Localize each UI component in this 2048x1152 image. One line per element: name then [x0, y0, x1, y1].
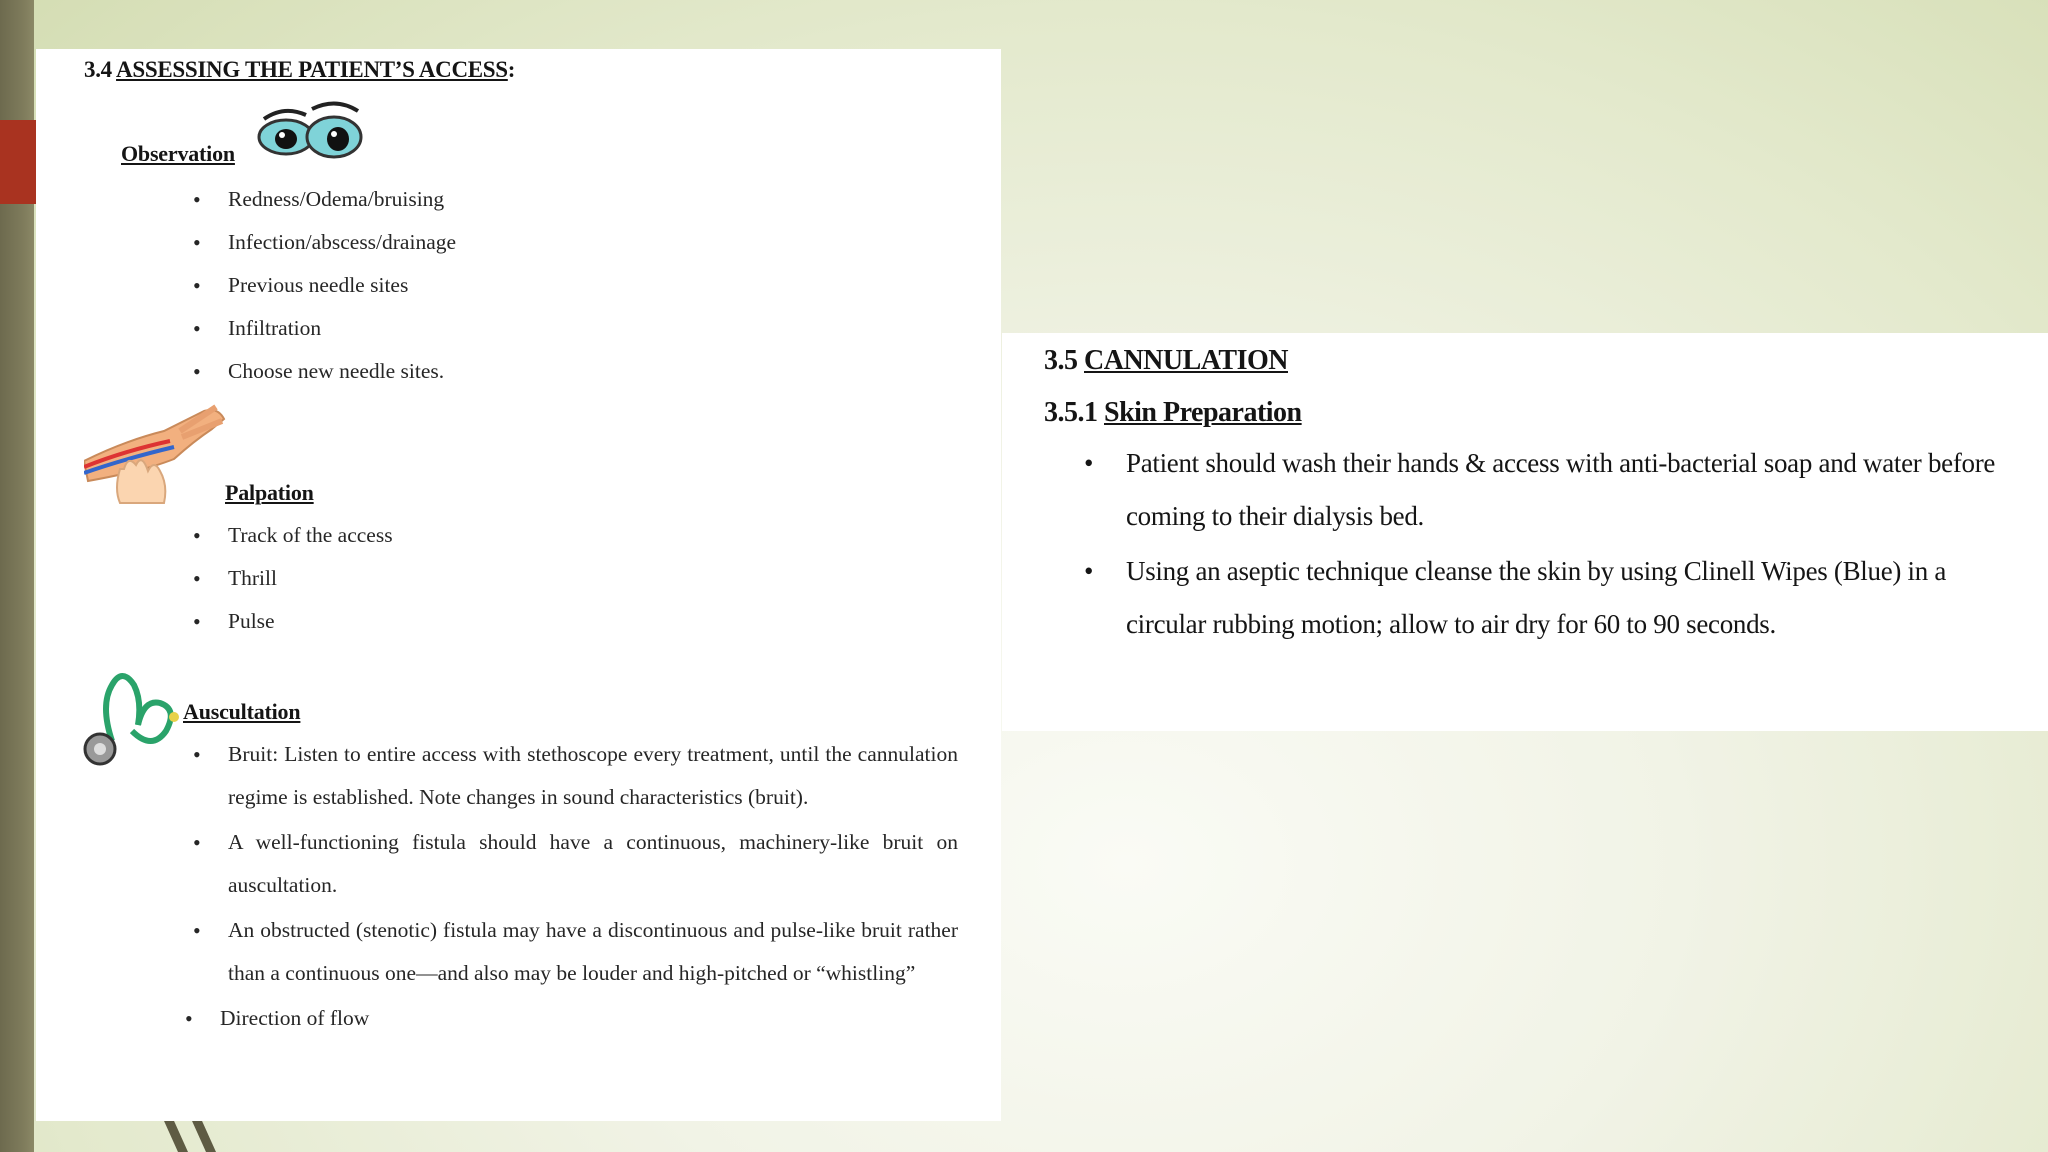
- bullet-icon: •: [1084, 556, 1094, 586]
- bullet-icon: •: [193, 316, 201, 341]
- list-item: • Using an aseptic technique cleanse the skin by using Clinell Wipes (Blue) in a circular rubbing motion; allow to air dry for 60 to 90 seconds.: [1126, 545, 2006, 651]
- bullet-icon: •: [193, 273, 201, 298]
- cannulation-panel: [1002, 333, 2048, 731]
- hand-arm-icon: [84, 401, 226, 505]
- bullet-icon: •: [193, 566, 201, 591]
- section-34-heading: [84, 57, 515, 83]
- bullet-icon: •: [1084, 448, 1094, 478]
- palpation-list: [193, 514, 393, 643]
- list-item: • Patient should wash their hands & access with anti-bacterial soap and water before coming to their dialysis bed.: [1126, 437, 2006, 543]
- list-item: • An obstructed (stenotic) fistula may have a discontinuous and pulse-like bruit rather than a continuous one—and also may be louder and high-pitched or “whistling”: [228, 909, 958, 995]
- list-item: • Previous needle sites: [228, 264, 456, 307]
- bullet-icon: •: [185, 1006, 193, 1031]
- section-34-number: 3.4: [84, 57, 112, 82]
- bullet-icon: •: [193, 187, 201, 212]
- list-item: • Choose new needle sites.: [228, 350, 456, 393]
- observation-heading: Observation: [121, 141, 235, 166]
- bullet-icon: •: [193, 609, 201, 634]
- section-34-colon: :: [507, 57, 516, 82]
- section-34-title: ASSESSING THE PATIENT’S ACCESS: [116, 57, 508, 82]
- list-item: • Thrill: [228, 557, 393, 600]
- list-item: • A well-functioning fistula should have a continuous, machinery-like bruit on auscultation.: [228, 821, 958, 907]
- skin-preparation-list: [1084, 437, 2006, 653]
- bullet-icon: •: [193, 523, 201, 548]
- section-35-title: CANNULATION: [1084, 345, 1288, 376]
- section-351-heading: [1044, 397, 1302, 429]
- assessment-panel: [36, 49, 1001, 1121]
- stethoscope-icon: [82, 645, 186, 773]
- list-item: • Infiltration: [228, 307, 456, 350]
- list-item: • Infection/abscess/drainage: [228, 221, 456, 264]
- observation-list: [193, 178, 457, 393]
- list-item: • Direction of flow: [220, 997, 958, 1040]
- palpation-heading: Palpation: [225, 480, 314, 505]
- list-item: • Bruit: Listen to entire access with stethoscope every treatment, until the cannulation regime is established. Note changes in sound characteristics (bruit).: [228, 733, 958, 819]
- bullet-icon: •: [193, 359, 201, 384]
- section-35-number: 3.5: [1044, 345, 1078, 376]
- section-351-title: Skin Preparation: [1104, 397, 1302, 428]
- list-item: • Redness/Odema/bruising: [228, 178, 456, 221]
- bullet-icon: •: [193, 830, 201, 855]
- auscultation-list: [185, 733, 958, 1040]
- bullet-icon: •: [193, 230, 201, 255]
- eyes-icon: [254, 99, 366, 165]
- auscultation-heading: Auscultation: [183, 699, 301, 724]
- section-351-number: 3.5.1: [1044, 397, 1098, 428]
- slide-accent-tab: [0, 120, 36, 204]
- list-item: • Pulse: [228, 600, 393, 643]
- bullet-icon: •: [193, 742, 201, 767]
- section-35-heading: [1044, 345, 1288, 377]
- list-item: • Track of the access: [228, 514, 393, 557]
- bullet-icon: •: [193, 918, 201, 943]
